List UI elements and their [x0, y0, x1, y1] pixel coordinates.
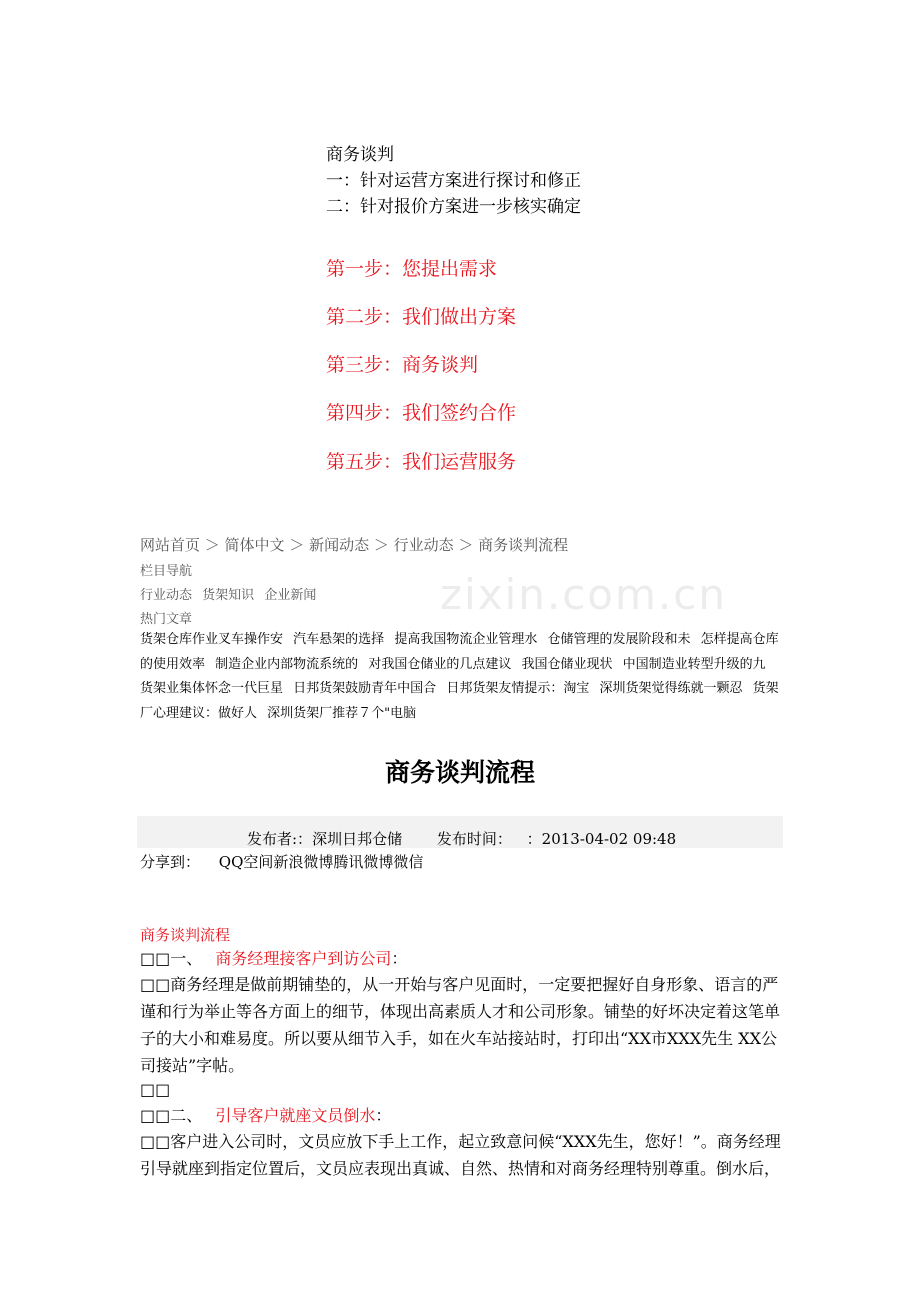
section-title: 商务谈判流程 [140, 926, 231, 944]
heading-2-text: 引导客户就座文员倒水 [215, 1106, 376, 1125]
column-nav-heading: 栏目导航 [140, 564, 193, 579]
hot-article-link[interactable]: 怎样提高仓库的使用效率 [140, 632, 779, 672]
watermark: zixin.com.cn [440, 570, 727, 619]
publish-time: ：2013-04-02 09:48 [526, 830, 677, 848]
hot-article-link[interactable]: 深圳货架觉得练就一颗忍 [599, 681, 743, 696]
heading-1 [140, 945, 783, 972]
share-links[interactable]: QQ空间新浪微博腾讯微博微信 [218, 853, 424, 871]
column-nav-item[interactable]: 企业新闻 [264, 588, 317, 603]
heading-1-text: 商务经理接客户到访公司 [215, 949, 392, 968]
hot-articles-heading: 热门文章 [140, 612, 193, 627]
paragraph-1: □□商务经理是做前期铺垫的，从一开始与客户见面时，一定要把握好自身形象、语言的严谨和行为举止等各方面上的细节，体现出高素质人才和公司形象。铺垫的好坏决定着这笔单子的大小和难易度。所以要从细节入手，如在火车站接站时，打印出“XX市XXX先生 XX公司接站”字帖。 [140, 975, 781, 1075]
blank-line: □□ [140, 1080, 171, 1099]
step-2: 第二步：我们做出方案 [326, 306, 517, 328]
hot-article-link[interactable]: 我国仓储业现状 [521, 656, 613, 672]
publisher-label: 发布者:： [247, 830, 313, 848]
heading-1-suffix: ： [391, 949, 408, 968]
step-1: 第一步：您提出需求 [326, 258, 498, 280]
breadcrumb[interactable]: 网站首页 ＞ 简体中文 ＞ 新闻动态 ＞ 行业动态 ＞ 商务谈判流程 [140, 536, 569, 554]
time-label: 发布时间： [436, 830, 512, 848]
intro-title: 商务谈判 [326, 145, 394, 165]
intro-line-1: 一：针对运营方案进行探讨和修正 [326, 171, 581, 191]
share-row [140, 851, 423, 872]
heading-2-prefix: □□二、 [140, 1106, 203, 1125]
step-3: 第三步：商务谈判 [326, 354, 479, 376]
hot-article-link[interactable]: 制造企业内部物流系统的 [215, 656, 359, 672]
article-meta [247, 828, 676, 849]
hot-article-link[interactable]: 提高我国物流企业管理水 [394, 632, 538, 647]
hot-articles-list [140, 628, 785, 726]
column-nav-list [140, 584, 316, 603]
paragraph-2: □□客户进入公司时，文员应放下手上工作，起立致意问候“XXX先生，您好！”。商务经理引导就座到指定位置后，文员应表现出真诚、自然、热情和对商务经理特别尊重。倒水后， [140, 1132, 781, 1178]
column-nav-item[interactable]: 行业动态 [140, 588, 193, 603]
share-label: 分享到： [140, 853, 201, 871]
hot-article-link[interactable]: 仓储管理的发展阶段和未 [547, 632, 691, 647]
publisher: 深圳日邦仓储 [312, 830, 403, 848]
intro-line-2: 二：针对报价方案进一步核实确定 [326, 197, 581, 217]
step-4: 第四步：我们签约合作 [326, 402, 517, 424]
heading-2-suffix: ： [375, 1106, 392, 1125]
hot-article-link[interactable]: 货架厂心理建议：做好人 [140, 681, 779, 721]
heading-1-prefix: □□一、 [140, 949, 203, 968]
hot-article-link[interactable]: 深圳货架厂推荐７个"电脑 [267, 705, 417, 721]
hot-article-link[interactable]: 日邦货架友情提示：淘宝 [446, 681, 590, 696]
hot-article-link[interactable]: 日邦货架鼓励青年中国合 [293, 681, 437, 696]
hot-article-link[interactable]: 对我国仓储业的几点建议 [368, 656, 512, 672]
hot-article-link[interactable]: 货架业集体怀念一代巨星 [140, 681, 284, 696]
article-title: 商务谈判流程 [384, 758, 535, 787]
heading-2 [140, 1102, 783, 1129]
column-nav-item[interactable]: 货架知识 [202, 588, 255, 603]
step-5: 第五步：我们运营服务 [326, 451, 517, 473]
hot-article-link[interactable]: 中国制造业转型升级的九 [622, 656, 766, 672]
hot-article-link[interactable]: 汽车悬架的选择 [293, 632, 385, 647]
hot-article-link[interactable]: 货架仓库作业叉车操作安 [140, 632, 284, 647]
